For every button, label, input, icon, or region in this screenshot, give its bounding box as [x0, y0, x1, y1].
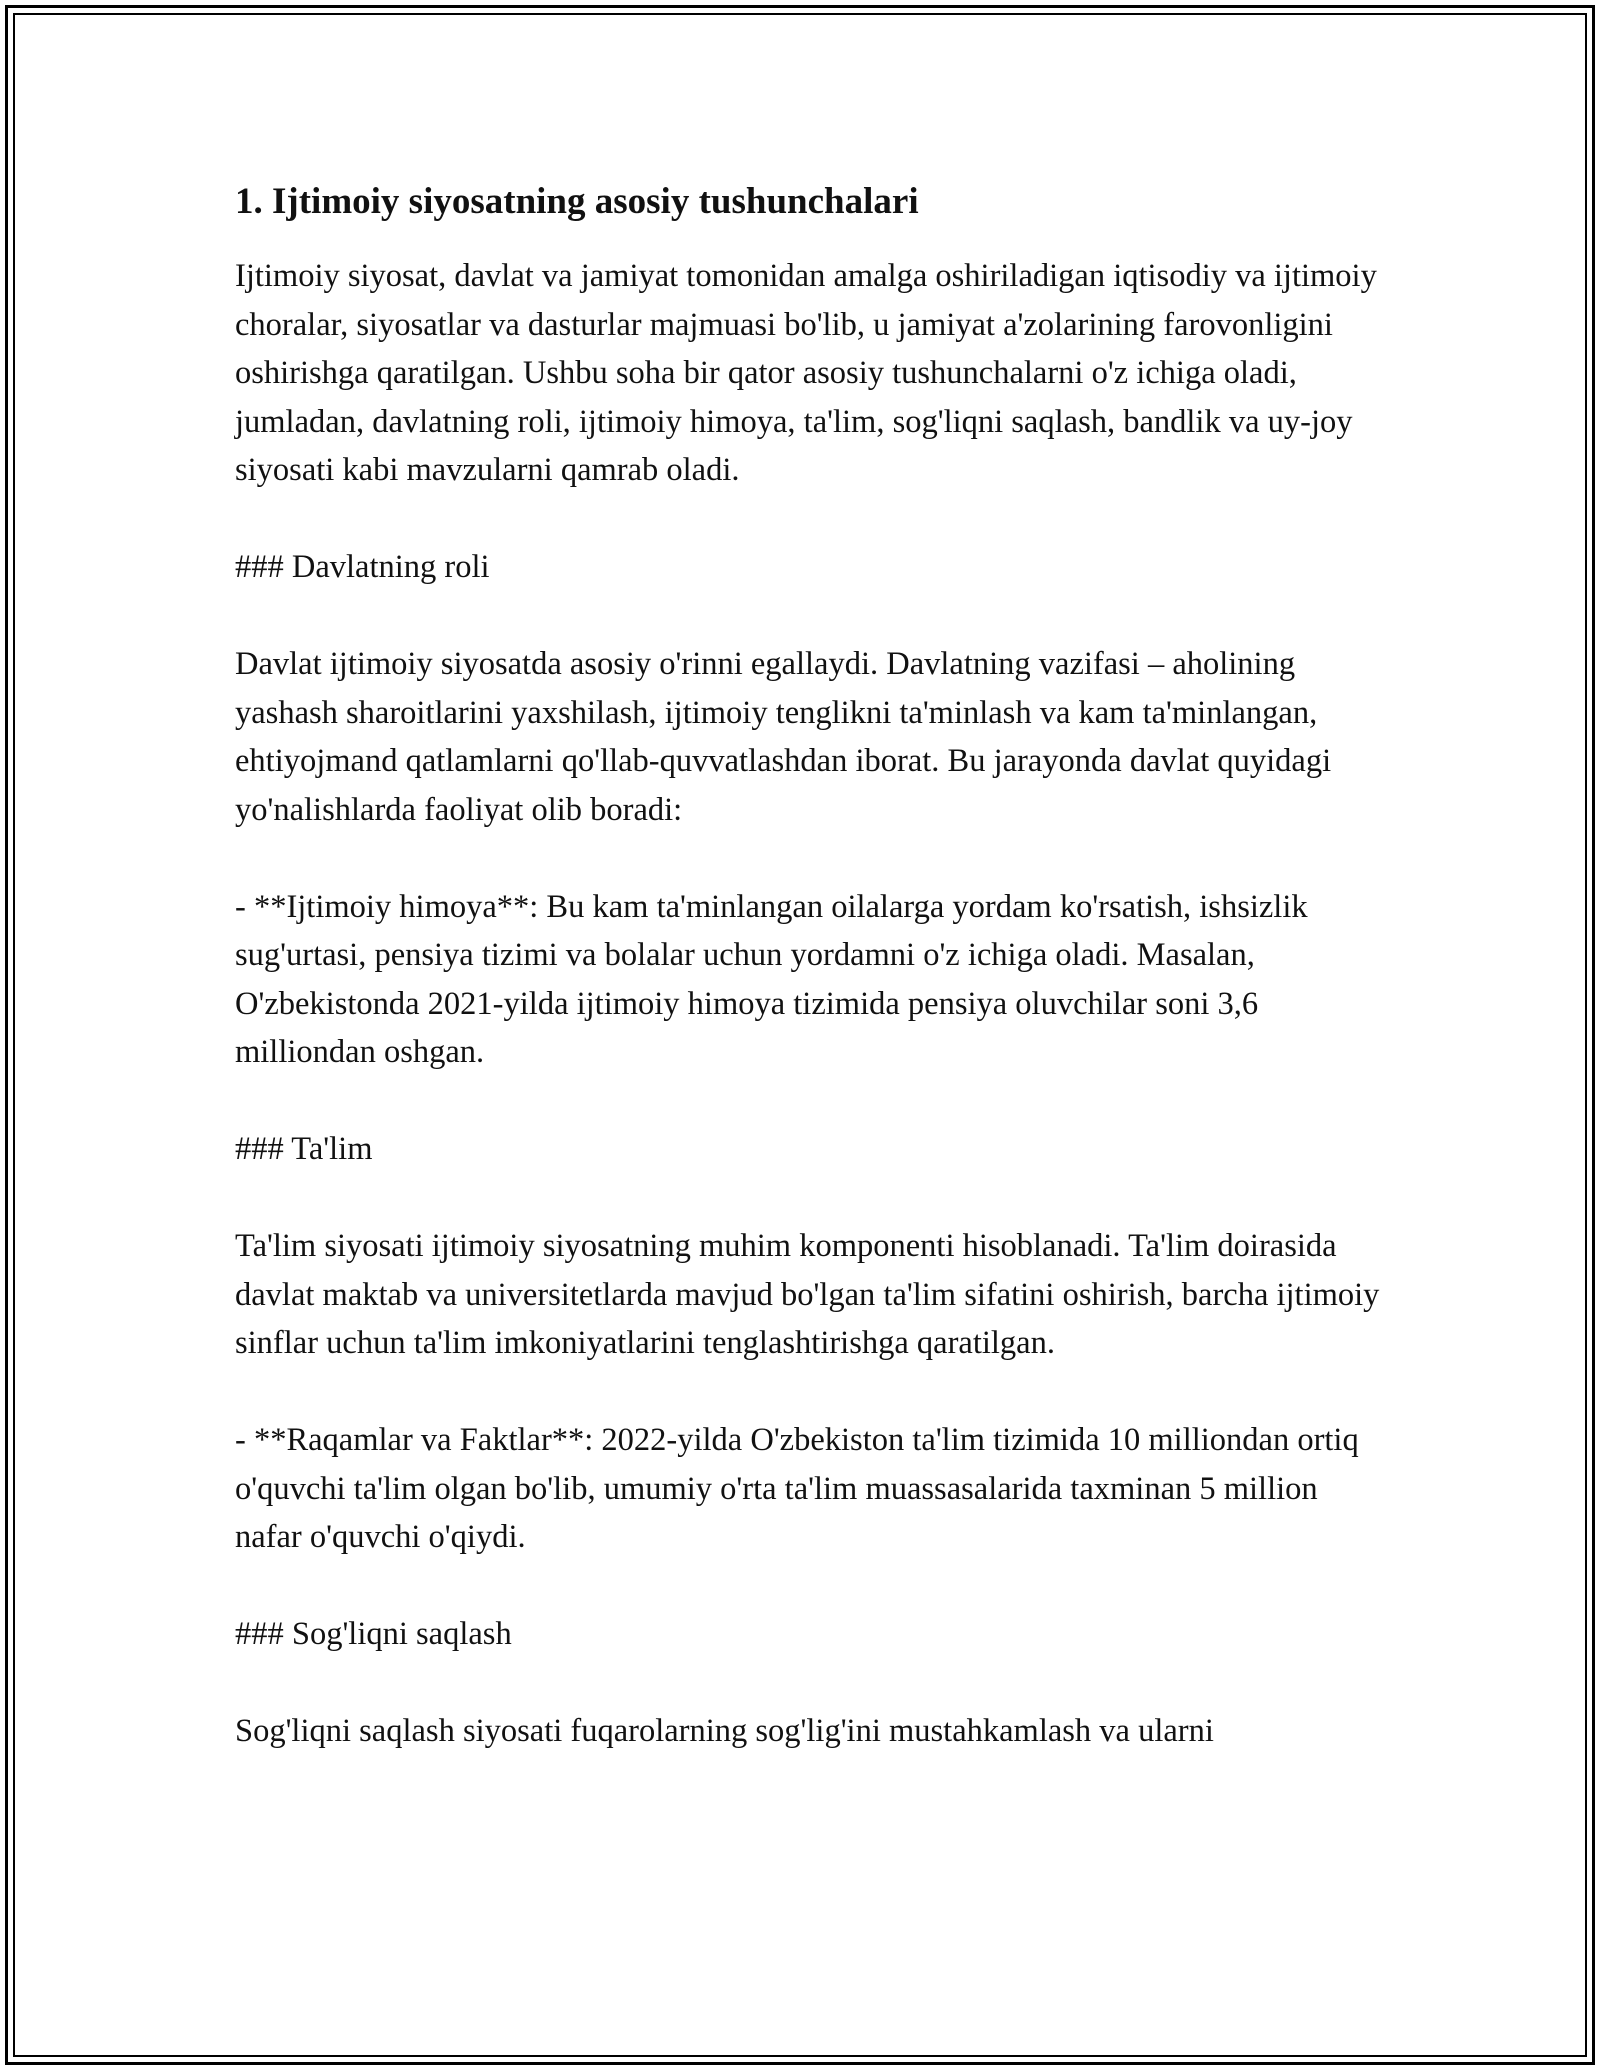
- paragraph-sogliqni-saqlash: Sog'liqni saqlash siyosati fuqarolarning sog'lig'ini mustahkamlash va ularni: [235, 1713, 1214, 1750]
- paragraph-talim: Ta'lim siyosati ijtimoiy siyosatning muhim komponenti hisoblanadi. Ta'lim doirasida davlat maktab va universitetlarda mavjud bo'lgan ta'lim sifatini oshirish, barcha ijtimoiy sinflar uchun ta'lim imkoniyatlarini tenglashtirishga qaratilgan.: [235, 1228, 1380, 1362]
- subheading-davlatning-roli: ### Davlatning roli: [235, 549, 490, 586]
- subheading-talim: ### Ta'lim: [235, 1131, 373, 1168]
- document-body: [235, 178, 1385, 1804]
- paragraph-davlat: Davlat ijtimoiy siyosatda asosiy o'rinni egallaydi. Davlatning vazifasi – aholining yashash sharoitlarini yaxshilash, ijtimoiy tenglikni ta'minlash va kam ta'minlangan, ehtiyojmand qatlamlarni qo'llab-quvvatlashdan iborat. Bu jarayonda davlat quyidagi yo'nalishlarda faoliyat olib boradi:: [235, 646, 1332, 828]
- section-title: 1. Ijtimoiy siyosatning asosiy tushunchalari: [235, 181, 919, 222]
- list-item-raqamlar-faktlar: - **Raqamlar va Faktlar**: 2022-yilda O'zbekiston ta'lim tizimida 10 milliondan ortiq o'quvchi ta'lim olgan bo'lib, umumiy o'rta ta'lim muassasalarida taxminan 5 million nafar o'quvchi o'qiydi.: [235, 1422, 1359, 1556]
- subheading-sogliqni-saqlash: ### Sog'liqni saqlash: [235, 1616, 512, 1653]
- paragraph-intro: Ijtimoiy siyosat, davlat va jamiyat tomonidan amalga oshiriladigan iqtisodiy va ijtimoiy choralar, siyosatlar va dasturlar majmuasi bo'lib, u jamiyat a'zolarining farovonligini oshirishga qaratilgan. Ushbu soha bir qator asosiy tushunchalarni o'z ichiga oladi, jumladan, davlatning roli, ijtimoiy himoya, ta'lim, sog'liqni saqlash, bandlik va uy-joy siyosati kabi mavzularni qamrab oladi.: [235, 258, 1377, 489]
- list-item-ijtimoiy-himoya: - **Ijtimoiy himoya**: Bu kam ta'minlangan oilalarga yordam ko'rsatish, ishsizlik sug'urtasi, pensiya tizimi va bolalar uchun yordamni o'z ichiga oladi. Masalan, O'zbekistonda 2021-yilda ijtimoiy himoya tizimida pensiya oluvchilar soni 3,6 milliondan oshgan.: [235, 888, 1308, 1071]
